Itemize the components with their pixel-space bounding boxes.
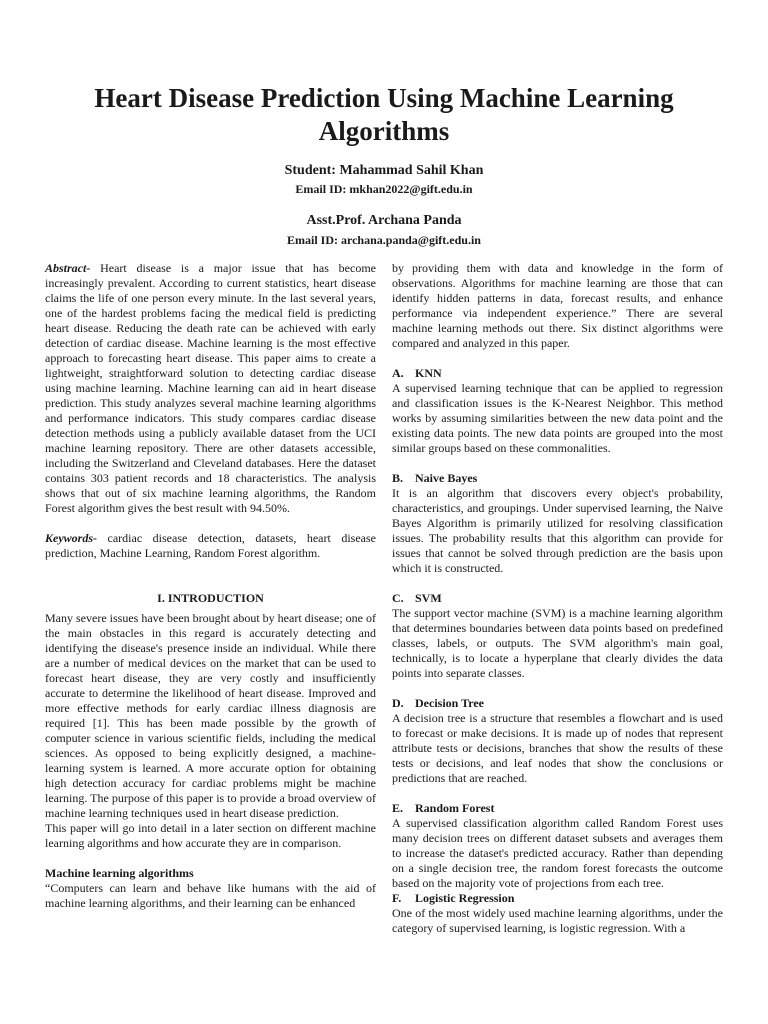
- introduction-paragraph-1: Many severe issues have been brought about by heart disease; one of the main obstacles in this regard is accurately detecting and identifying the disease's presence inside an individual. While there are a number of medical devices on the market that can be used to forecast heart disease, they are very costly and insufficiently accurate to determine the likelihood of heart disease. Improved and more effective methods for early cardiac illness diagnosis are required [1]. This has been made possible by the growth of computer science in various scientific fields, including the medical sciences. As opposed to being explicitly designed, a machine-learning system is learned. A more accurate option for obtaining high detection accuracy for cardiac problems might be machine learning. The purpose of this paper is to provide a broad overview of machine learning techniques used in heart disease prediction.: [45, 611, 376, 820]
- subsection-text-logistic-regression: One of the most widely used machine learning algorithms, under the category of supervised learning, is logistic regression. With a: [392, 906, 723, 935]
- subsection-heading-logistic-regression: F. Logistic Regression: [392, 891, 515, 905]
- subsection-heading-naive-bayes: B. Naive Bayes: [392, 471, 478, 485]
- subsection-text-random-forest: A supervised classification algorithm called Random Forest uses many decision trees on different dataset subsets and averages them to increase the dataset's predicted accuracy. Rather than depending on a single decision tree, the random forest forecasts the outcome based on the majority vote of projections from each tree.: [392, 816, 723, 890]
- introduction-paragraph-2: This paper will go into detail in a later section on different machine learning algorithms and how accurate they are in comparison.: [45, 821, 376, 850]
- left-column: [45, 261, 376, 911]
- author-2-email: Email ID: archana.panda@gift.edu.in: [287, 233, 481, 247]
- ml-algorithms-paragraph: “Computers can learn and behave like humans with the aid of machine learning algorithms, and their learning can be enhanced: [45, 881, 376, 910]
- author-2-name: Asst.Prof. Archana Panda: [306, 213, 462, 228]
- subsection-heading-svm: C. SVM: [392, 591, 442, 605]
- ml-algorithms-paragraph-continued: by providing them with data and knowledge in the form of observations. Algorithms for machine learning are those that can identify hidden patterns in data, forecast results, and enhance performance via independent experience.” There are several machine learning methods out there. Six distinct algorithms were compared and analyzed in this paper.: [392, 261, 723, 350]
- introduction-heading: I. INTRODUCTION: [157, 591, 264, 605]
- paper-title: Heart Disease Prediction Using Machine Learning Algorithms: [94, 83, 674, 146]
- abstract: [45, 261, 376, 516]
- subsection-text-knn: A supervised learning technique that can be applied to regression and classification issues is the K-Nearest Neighbor. This method works by assuming similarities between the new data point and the existing data points. The new data points are grouped into the most similar groups based on these commonalities.: [392, 381, 723, 455]
- subsection-text-svm: The support vector machine (SVM) is a machine learning algorithm that determines boundaries between data points based on predefined classes, labels, or outputs. The SVM algorithm's main goal, technically, is to locate a hyperplane that clearly divides the data points into separate classes.: [392, 606, 723, 680]
- subsection-heading-random-forest: E. Random Forest: [392, 801, 495, 815]
- abstract-text: Heart disease is a major issue that has become increasingly prevalent. According to current statistics, heart disease claims the life of one person every minute. In the last several years, one of the hardest problems facing the medical field is predicting heart disease. Reducing the death rate can be achieved with early detection of cardiac disease. Machine learning is the most effective approach to forecasting heart disease. This paper aims to create a lightweight, straightforward solution to detecting cardiac disease using machine learning. Machine learning can aid in heart disease prediction. This study analyzes several machine learning algorithms and performance indicators. This study compares cardiac disease detection methods using a publicly available dataset from the UCI machine learning repository. There are other datasets accessible, including the Switzerland and Cleveland databases. Here the dataset contains 303 patient records and 18 characteristics. The analysis shows that out of six machine learning algorithms, the Random Forest algorithm gives the best result with 94.50%.: [45, 261, 376, 515]
- keywords-label: Keywords-: [45, 531, 97, 545]
- author-1-email: Email ID: mkhan2022@gift.edu.in: [295, 182, 473, 196]
- abstract-label: Abstract-: [45, 261, 91, 275]
- right-column: [392, 261, 723, 936]
- subsection-heading-knn: A. KNN: [392, 366, 442, 380]
- author-1-name: Student: Mahammad Sahil Khan: [284, 163, 484, 178]
- subsection-text-naive-bayes: It is an algorithm that discovers every object's probability, characteristics, and groupings. Under supervised learning, the Naive Bayes Algorithm is primarily utilized for resolving classification issues. The probability results that this algorithm can provide for issues that cannot be solved through prediction are the basis upon which it is constructed.: [392, 486, 723, 575]
- keywords-text: cardiac disease detection, datasets, heart disease prediction, Machine Learning, Random Forest algorithm.: [45, 531, 376, 560]
- ml-algorithms-heading: Machine learning algorithms: [45, 866, 194, 880]
- subsection-text-decision-tree: A decision tree is a structure that resembles a flowchart and is used to forecast or make decisions. It is made up of nodes that represent attribute tests or decisions, branches that show the results of these tests or decisions, and leaf nodes that show the conclusions or predictions that are reached.: [392, 711, 723, 785]
- keywords: [45, 531, 376, 561]
- subsection-heading-decision-tree: D. Decision Tree: [392, 696, 484, 710]
